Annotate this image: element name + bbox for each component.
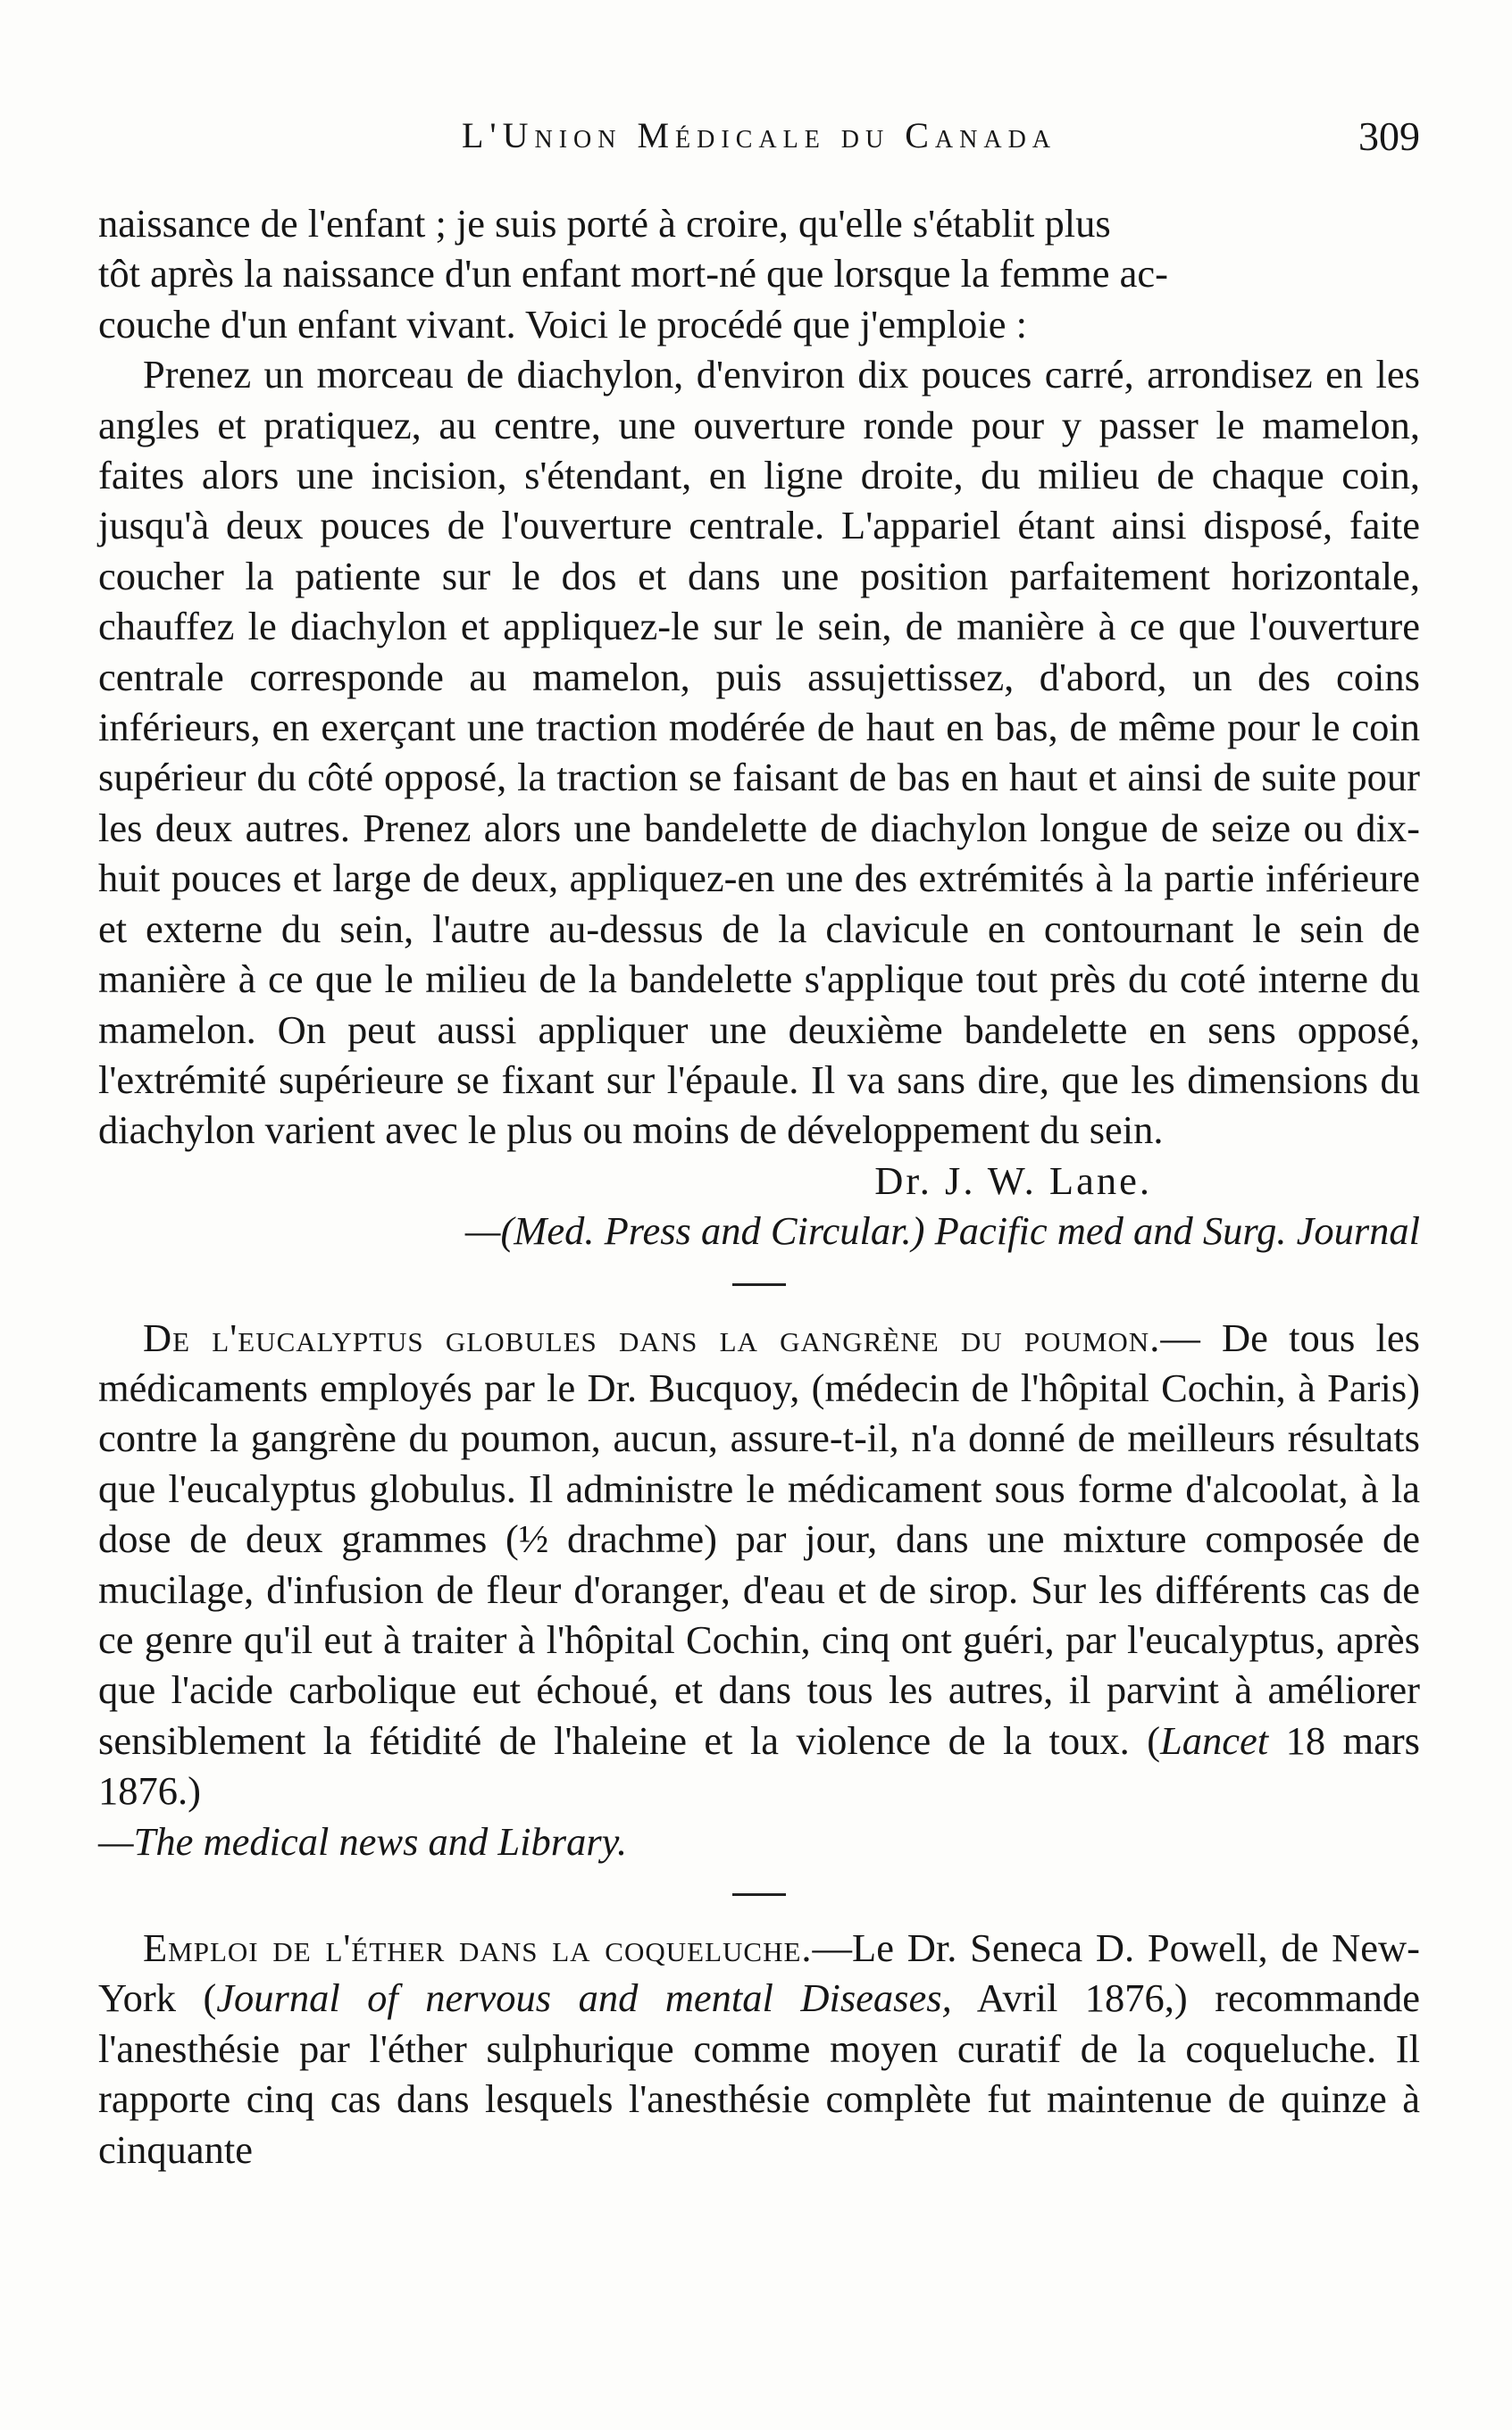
continued-line-1: naissance de l'enfant ; je suis porté à croire, qu'elle s'établit plus	[98, 201, 1111, 246]
page-body	[98, 198, 1420, 2175]
eucalyptus-body-2: 18 mars 1876.)	[98, 1717, 1420, 1814]
ether-body-2: Avril 1876,) recommande l'anesthésie par l'éther sulphurique comme moyen curatif de la coqueluche. Il rapporte cinq cas dans lesquels l'anesthésie complète fut maintenue de quinze à cinquante	[98, 1975, 1420, 2172]
article1-source: —(Med. Press and Circular.) Pacific med and Surg. Journal	[464, 1208, 1420, 1254]
running-head	[98, 114, 1420, 168]
eucalyptus-citation: Lancet	[1160, 1717, 1269, 1763]
eucalyptus-article	[98, 1313, 1420, 1816]
section-divider	[732, 1283, 786, 1286]
instructions-paragraph: Prenez un morceau de diachylon, d'environ dix pouces carré, arrondisez en les angles et pratiquez, au centre, une ouverture ronde pour y passer le mamelon, faites alors une incision, s'étendant, en ligne droite, du milieu de chaque coin, jusqu'à deux pouces de l'ouverture centrale. L'appariel étant ainsi disposé, faite coucher la patiente sur le dos et dans une position parfaitement horizontale, chauffez le diachylon et appliquez-le sur le sein, de manière à ce que l'ouverture centrale corresponde au mamelon, puis assujettissez, d'abord, un des coins inférieurs, en exerçant une traction modérée de haut en bas, de même pour le coin supérieur du côté opposé, la traction se faisant de bas en haut et ainsi de suite pour les deux autres. Prenez alors une bandelette de diachylon longue de seize ou dix-huit pouces et large de deux, appliquez-en une des extrémités à la partie inférieure et externe du sein, l'autre au-dessus de la clavicule en contournant le sein de manière à ce que le milieu de la bandelette s'applique tout près du coté interne du mamelon. On peut aussi appliquer une deuxième bandelette en sens opposé, l'extrémité supérieure se fixant sur l'épaule. Il va sans dire, que les dimensions du diachylon varient avec le plus ou moins de développement du sein.	[98, 352, 1420, 1153]
continued-line-2: tôt après la naissance d'un enfant mort-né que lorsque la femme ac-	[98, 251, 1168, 296]
continued-line-3: couche d'un enfant vivant. Voici le procédé que j'emploie :	[98, 301, 1028, 347]
author-signature: Dr. J. W. Lane.	[874, 1157, 1152, 1203]
running-title: L'Union Médicale du Canada	[461, 115, 1057, 155]
ether-body-1: —Le Dr. Seneca D. Powell, de New-York (	[98, 1925, 1420, 2021]
eucalyptus-heading: De l'eucalyptus globules dans la gangrène du poumon.—	[143, 1315, 1201, 1360]
eucalyptus-body-1: De tous les médicaments employés par le Dr. Bucquoy, (médecin de l'hôpital Cochin, à Paris) contre la gangrène du poumon, aucun, assure-t-il, n'a donné de meilleurs résultats que l'eucalyptus globulus. Il administre le médicament sous forme d'alcoolat, à la dose de deux grammes (½ drachme) par jour, dans une mixture composée de mucilage, d'infusion de fleur d'oranger, d'eau et de sirop. Sur les différents cas de ce genre qu'il eut à traiter à l'hôpital Cochin, cinq ont guéri, par l'eucalyptus, après que l'acide carbolique eut échoué, et dans tous les autres, il parvint à améliorer sensiblement la fétidité de l'haleine et la violence de la toux. (	[98, 1315, 1420, 1763]
section-divider	[732, 1893, 786, 1896]
eucalyptus-source-text: —The medical news and Library.	[98, 1818, 628, 1864]
ether-heading: Emploi de l'éther dans la coqueluche.	[143, 1925, 813, 1970]
eucalyptus-source	[98, 1816, 1420, 1866]
page-number: 309	[1358, 113, 1420, 159]
ether-article	[98, 1923, 1420, 2175]
ether-citation: Journal of nervous and mental Diseases,	[216, 1975, 952, 2021]
